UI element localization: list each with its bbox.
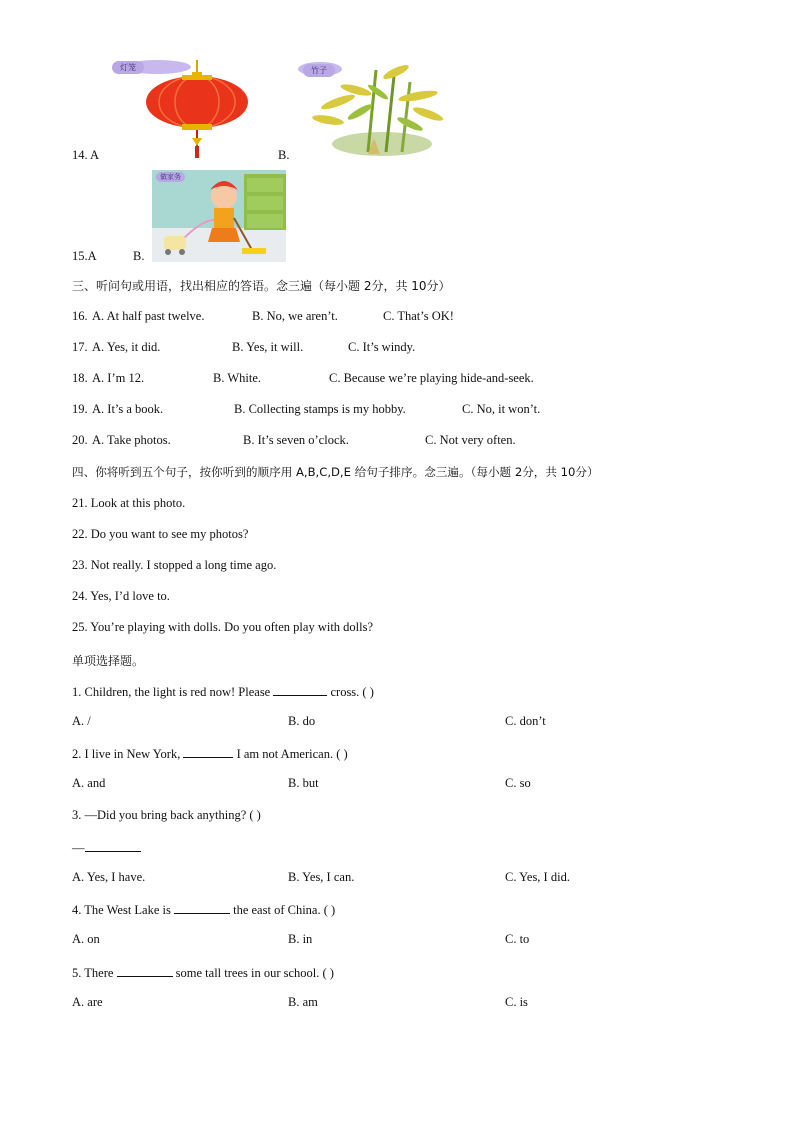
mc3-option-c[interactable]: C. Yes, I did. [505, 870, 570, 884]
mc2-stem-before: 2. I live in New York, [72, 747, 184, 761]
mc4-answer-blank[interactable] [174, 901, 230, 914]
mc1-option-a[interactable]: A. / [72, 714, 91, 728]
q19-option-b: B. Collecting stamps is my hobby. [234, 402, 406, 416]
mc4-option-c[interactable]: C. to [505, 932, 530, 946]
q14-a: 14. A [72, 148, 100, 162]
mc4-stem [72, 901, 335, 918]
q20-option-c: C. Not very often. [425, 433, 516, 447]
mc4-option-a[interactable]: A. on [72, 932, 100, 946]
q16-option-c: C. That’s OK! [383, 309, 454, 323]
q14-b: B. [278, 148, 290, 162]
q16-option-a: A. At half past twelve. [92, 309, 205, 323]
q19-num: 19. [72, 402, 88, 416]
q18-option-c: C. Because we’re playing hide-and-seek. [329, 371, 534, 385]
mc2-answer-blank[interactable] [183, 745, 233, 758]
mc1-stem-before: 1. Children, the light is red now! Please [72, 685, 274, 699]
q20-option-b: B. It’s seven o’clock. [243, 433, 349, 447]
q16-num: 16. [72, 309, 88, 323]
sweeping-tag: 做家务 [156, 172, 185, 182]
sweeping-image [152, 170, 286, 262]
section3-title: 三、听问句或用语，找出相应的答语。念三遍（每小题 2分，共 10分） [72, 279, 451, 293]
q17-num: 17. [72, 340, 88, 354]
lantern-tag: 灯笼 [112, 61, 144, 74]
mc5-option-a[interactable]: A. are [72, 995, 103, 1009]
q22: 22. Do you want to see my photos? [72, 527, 249, 541]
mc3-stem: 3. —Did you bring back anything? ( ) [72, 808, 261, 822]
q20-num: 20. [72, 433, 88, 447]
q16-option-b: B. No, we aren’t. [252, 309, 338, 323]
q17-option-c: C. It’s windy. [348, 340, 416, 354]
q17-row [72, 340, 416, 355]
q18-option-a: A. I’m 12. [92, 371, 145, 385]
q15-b: B. [133, 249, 145, 263]
mc5-stem-before: 5. There [72, 966, 117, 980]
q17-option-b: B. Yes, it will. [232, 340, 304, 354]
q18-option-b: B. White. [213, 371, 262, 385]
mc2-option-a[interactable]: A. and [72, 776, 106, 790]
mc4-stem-after: the east of China. ( ) [229, 903, 336, 917]
mc5-option-b[interactable]: B. am [288, 995, 318, 1009]
q23: 23. Not really. I stopped a long time ago. [72, 558, 277, 572]
mc5-option-c[interactable]: C. is [505, 995, 528, 1009]
mc3-reply [72, 839, 141, 856]
lantern-image [140, 60, 255, 162]
mc5-stem-after: some tall trees in our school. ( ) [172, 966, 334, 980]
mc3-option-b[interactable]: B. Yes, I can. [288, 870, 355, 884]
bamboo-tag: 竹子 [303, 64, 335, 77]
q18-row [72, 371, 534, 386]
q16-row [72, 309, 454, 324]
mc5-stem [72, 964, 334, 981]
mc1-stem-after: cross. ( ) [327, 685, 374, 699]
section5-title: 单项选择题。 [72, 654, 145, 668]
mc3-reply-dash: — [72, 841, 85, 855]
q24: 24. Yes, I’d love to. [72, 589, 170, 603]
mc4-option-b[interactable]: B. in [288, 932, 313, 946]
mc1-option-c[interactable]: C. don’t [505, 714, 546, 728]
q17-option-a: A. Yes, it did. [92, 340, 161, 354]
q15-a: 15.A [72, 249, 97, 263]
mc1-option-b[interactable]: B. do [288, 714, 316, 728]
q20-option-a: A. Take photos. [92, 433, 171, 447]
mc1-stem [72, 683, 374, 700]
mc2-option-c[interactable]: C. so [505, 776, 531, 790]
mc1-answer-blank[interactable] [273, 683, 327, 696]
mc2-stem-after: I am not American. ( ) [233, 747, 348, 761]
section4-title: 四、你将听到五个句子，按你听到的顺序用 A,B,C,D,E 给句子排序。念三遍。（每小题 2分，共 10分） [72, 465, 599, 479]
q25: 25. You’re playing with dolls. Do you often play with dolls? [72, 620, 374, 634]
mc3-option-a[interactable]: A. Yes, I have. [72, 870, 146, 884]
q18-num: 18. [72, 371, 88, 385]
q21: 21. Look at this photo. [72, 496, 186, 510]
q19-row [72, 402, 541, 417]
q20-row [72, 433, 516, 448]
mc5-answer-blank[interactable] [117, 964, 173, 977]
mc4-stem-before: 4. The West Lake is [72, 903, 174, 917]
q19-option-c: C. No, it won’t. [462, 402, 541, 416]
mc3-answer-blank[interactable] [85, 839, 141, 852]
mc2-option-b[interactable]: B. but [288, 776, 319, 790]
q19-option-a: A. It’s a book. [92, 402, 164, 416]
mc2-stem [72, 745, 348, 762]
